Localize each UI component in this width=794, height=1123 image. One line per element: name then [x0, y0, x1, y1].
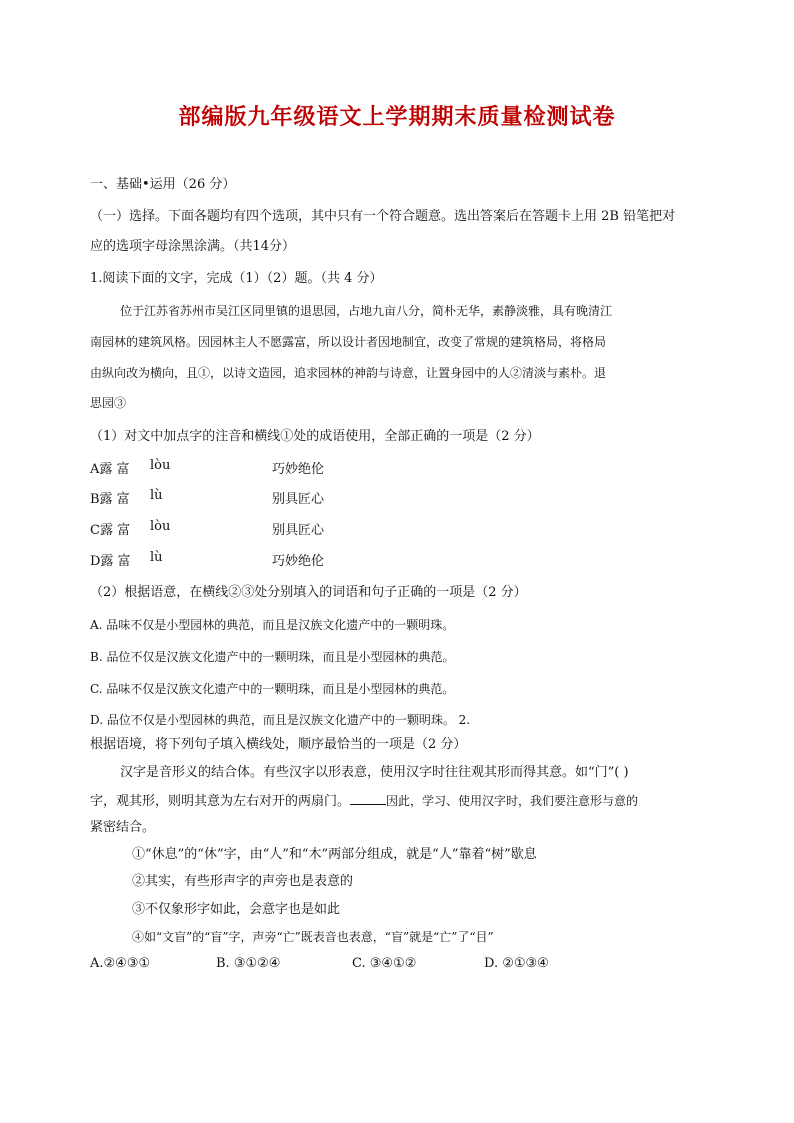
option-idiom: 别具匠心 — [272, 492, 325, 507]
option-row-b — [90, 488, 490, 506]
passage2-line2-tail: 因此，学习、使用汉字时，我们要注意形与意的 — [386, 794, 639, 808]
option-row-d — [90, 550, 490, 568]
passage1-line2: 南园林的建筑风格。因园林主人不愿露富，所以设计者因地制宜，改变了常规的建筑格局，将格局 — [90, 335, 607, 349]
q2-option-c: C. ③④①② — [352, 956, 417, 971]
q2-sentence-2: ②其实，有些形声字的声旁也是表意的 — [132, 874, 354, 889]
question-2: 根据语境，将下列句子填入横线处，顺序最恰当的一项是（2 分） — [90, 737, 467, 752]
question-1: 1.阅读下面的文字，完成（1）（2）题。（共 4 分） — [90, 271, 383, 286]
option-label: D露 富 — [90, 554, 131, 569]
option-label: B露 富 — [90, 492, 130, 507]
passage1-line1: 位于江苏省苏州市吴江区同里镇的退思园，占地九亩八分，简朴无华，素静淡雅，具有晚清江 — [120, 304, 613, 318]
q1-2-option-c: C. 品味不仅是汉族文化遗产中的一颗明珠，而且是小型园林的典范。 — [90, 682, 455, 696]
option-pinyin: lòu — [150, 458, 171, 473]
q2-option-a: A.②④③① — [90, 956, 151, 971]
q1-2-option-b: B. 品位不仅是汉族文化遗产中的一颗明珠，而且是小型园林的典范。 — [90, 650, 455, 664]
passage2-line2 — [90, 792, 638, 811]
option-pinyin: lù — [150, 488, 163, 503]
q1-2-option-d: D. 品位不仅是小型园林的典范，而且是汉族文化遗产中的一颗明珠。 2. — [90, 713, 471, 727]
q2-options-row — [90, 956, 610, 974]
q2-sentence-4: ④如“文盲”的“盲”字，声旁“亡”既表音也表意，“盲”就是“亡”了“目” — [132, 930, 494, 944]
question-1-1: （1）对文中加点字的注音和横线①处的成语使用，全部正确的一项是（2 分） — [90, 429, 540, 444]
part1-instruction-line1: （一）选择。下面各题均有四个选项，其中只有一个符合题意。选出答案后在答题卡上用 2B 铅笔把对 — [90, 209, 676, 224]
q2-option-b: B. ③①②④ — [216, 956, 281, 971]
passage1-line3: 由纵向改为横向，且①，以诗文造园，追求园林的神韵与诗意，让置身园中的人②清淡与素朴。退 — [90, 366, 607, 380]
option-pinyin: lù — [150, 550, 163, 565]
passage1-line4: 思园③ — [90, 396, 127, 410]
option-row-a — [90, 458, 490, 476]
passage2-line2-text: 字，观其形，则明其意为左右对开的两扇门。 — [90, 794, 351, 809]
q1-2-option-a: A. 品味不仅是小型园林的典范，而且是汉族文化遗产中的一颗明珠。 — [90, 618, 455, 632]
q2-sentence-1: ①“休息”的“休”字，由“人”和“木”两部分组成，就是“人”靠着“树”歇息 — [132, 847, 537, 862]
q2-option-d: D. ②①③④ — [484, 956, 549, 971]
option-idiom: 巧妙绝伦 — [272, 554, 325, 569]
section-heading: 一、基础•运用（26 分） — [90, 177, 236, 192]
option-idiom: 巧妙绝伦 — [272, 462, 325, 477]
option-idiom: 别具匠心 — [272, 523, 325, 538]
passage2-line1: 汉字是音形义的结合体。有些汉字以形表意，使用汉字时往往观其形而得其意。如“门”( ) — [120, 765, 629, 780]
q2-sentence-3: ③不仅象形字如此，会意字也是如此 — [132, 902, 341, 917]
page-title: 部编版九年级语文上学期期末质量检测试卷 — [178, 104, 616, 130]
option-label: A露 富 — [90, 462, 130, 477]
question-1-2: （2）根据语意，在横线②③处分别填入的词语和句子正确的一项是（2 分） — [90, 585, 527, 600]
option-label: C露 富 — [90, 523, 131, 538]
part1-instruction-line2: 应的选项字母涂黑涂满。（共14分） — [90, 239, 296, 254]
option-row-c — [90, 519, 490, 537]
passage2-line3: 紧密结合。 — [90, 820, 156, 835]
fill-blank — [350, 792, 386, 805]
option-pinyin: lòu — [150, 519, 171, 534]
